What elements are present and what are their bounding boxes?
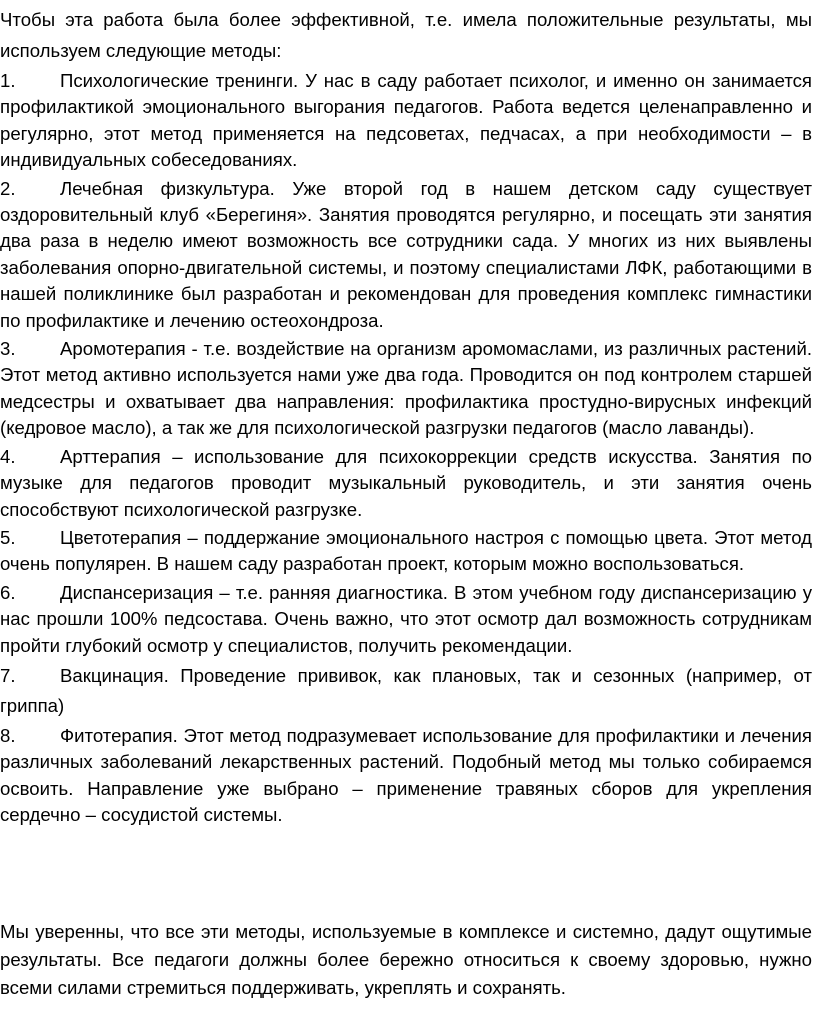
list-item-text: Цветотерапия – поддержание эмоционального настроя с помощью цвета. Этот метод очень популярен. В нашем саду разработан проект, которым можно воспользоваться. [0,526,812,575]
list-item-text: Вакцинация. Проведение прививок, как плановых, так и сезонных (например, от гриппа) [0,664,812,716]
list-item-number: 2. [0,177,16,199]
list-item-text: Фитотерапия. Этот метод подразумевает использование для профилактики и лечения различных заболеваний лекарственных растений. Подобный метод мы только собираемся освоить. Направление уже выбрано – применение травяных сборов для укрепления сердечно – сосудистой системы. [0,724,812,826]
intro-paragraph: Чтобы эта работа была более эффективной, т.е. имела положительные результаты, мы используем следующие методы: [0,9,812,61]
list-item-2 [0,176,812,334]
list-item-number: 4. [0,445,16,467]
list-item-text: Аромотерапия - т.е. воздействие на организм аромомаслами, из различных растений. Этот метод активно используется нами уже два года. Проводится он под контролем старшей медсестры и охватывает два направления: профилактика простудно-вирусных инфекций (кедровое масло), а так же для психологической разгрузки педагогов (масло лаванды). [0,338,812,439]
list-item-number: 6. [0,581,16,603]
list-item-7 [0,661,812,721]
list-item-number: 5. [0,526,16,548]
list-item-text: Арттерапия – использование для психокоррекции средств искусства. Занятия по музыке для педагогов проводит музыкальный руководитель, и эти занятия очень способствуют психологической разгрузке. [0,445,812,520]
list-item-5 [0,525,812,578]
list-item-text: Лечебная физкультура. Уже второй год в нашем детском саду существует оздоровительный клуб «Берегиня». Занятия проводятся регулярно, и посещать эти занятия два раза в неделю имеют возможность все сотрудники сада. У многих из них выявлены заболевания опорно-двигательной системы, и поэтому специалистами ЛФК, работающими в нашей поликлинике был разработан и рекомендован для проведения комплекс гимнастики по профилактике и лечению остеохондроза. [0,177,812,331]
list-item-number: 3. [0,338,16,360]
list-item-3 [0,336,812,442]
list-item-text: Психологические тренинги. У нас в саду работает психолог, и именно он занимается профилактикой эмоционального выгорания педагогов. Работа ведется целенаправленно и регулярно, этот метод применяется на педсоветах, педчасах, а при необходимости – в индивидуальных собеседованиях. [0,70,812,171]
list-item-number: 8. [0,724,16,746]
list-item-number: 1. [0,70,16,91]
methods-list [0,68,812,831]
list-item-6 [0,580,812,659]
list-item-1 [0,68,812,174]
conclusion-paragraph: Мы уверенны, что все эти методы, используемые в комплексе и системно, дадут ощутимые результаты. Все педагоги должны более бережно относиться к своему здоровью, нужно всеми силами стремиться поддерживать, укреплять и сохранять. [0,921,812,998]
list-item-4 [0,444,812,523]
list-item-text: Диспансеризация – т.е. ранняя диагностика. В этом учебном году диспансеризацию у нас прошли 100% педсостава. Очень важно, что этот осмотр дал возможность сотрудникам пройти глубокий осмотр у специалистов, получить рекомендации. [0,581,812,656]
list-item-number: 7. [0,664,16,686]
list-item-8 [0,723,812,829]
